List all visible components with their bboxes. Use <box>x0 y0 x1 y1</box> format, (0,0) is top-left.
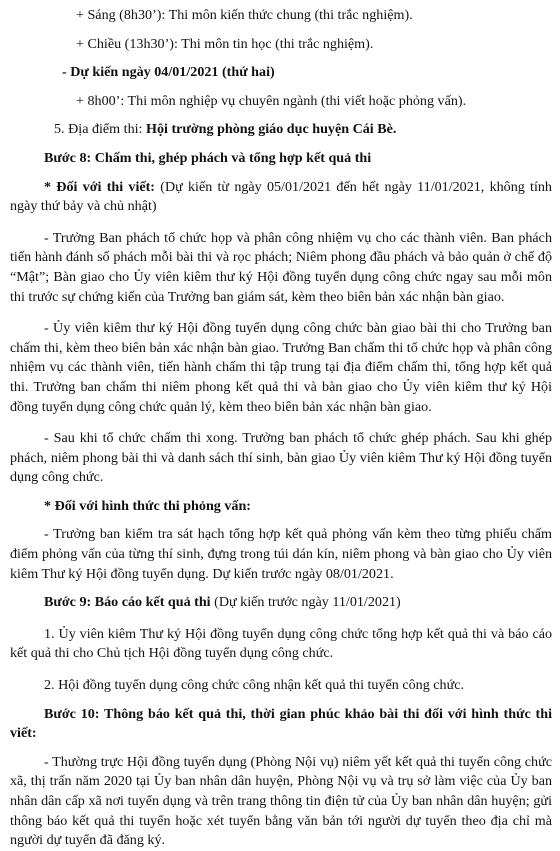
location-value: Hội trường phòng giáo dục huyện Cái Bè. <box>146 121 397 138</box>
line-morning-exam: + Sáng (8h30’): Thi môn kiến thức chung (thi trắc nghiệm). <box>76 7 413 23</box>
interview-title: * Đối với hình thức thi phỏng vấn: <box>44 497 251 514</box>
expected-date-bold: - Dự kiến ngày 04/01/2021 (thứ hai) <box>62 64 275 81</box>
step10-heading <box>10 705 552 744</box>
line-expected-date <box>10 63 552 83</box>
interview-heading <box>10 497 552 517</box>
line-afternoon-exam: + Chiều (13h30’): Thi môn tin học (thi trắc nghiệm). <box>76 35 374 52</box>
step10-title: Bước 10: Thông báo kết quả thi, thời gian phúc khảo bài thi đối với hình thức thi viết: <box>10 705 552 742</box>
paragraph-interview: - Trưởng ban kiểm tra sát hạch tổng hợp kết quả phỏng vấn kèm theo từng phiếu chấm điểm phỏng vấn của từng thí sinh, đựng trong túi dán kín, niêm phong và bàn giao cho Ủy viên kiêm Thư ký Hội đồng tuyển dụng. Dự kiến trước ngày 08/01/2021. <box>10 526 552 582</box>
paragraph-step10: - Thường trực Hội đồng tuyển dụng (Phòng Nội vụ) niêm yết kết quả thi tuyển công chức xã, thị trấn năm 2020 tại Ủy ban nhân dân huyện, Phòng Nội vụ và trụ sở làm việc của Ủy ban nhân dân cấp xã nơi tuyển dụng và trên trang thông tin điện tử của Ủy ban nhân dân huyện; gửi thông báo kết quả thi tuyển hoặc xét tuyển bằng văn bản tới người dự tuyển theo địa chỉ mà người dự tuyển đã đăng ký. <box>10 753 552 849</box>
paragraph-ban-cham-thi: - Ủy viên kiêm thư ký Hội đồng tuyển dụng công chức bàn giao bài thi cho Trưởng ban chấm thi, kèm theo biên bản xác nhận bàn giao. Trưởng Ban chấm thi tổ chức họp và phân công nhiệm vụ các thành viên, tiến hành chấm thi tập trung tại địa điểm chấm thi, tổng hợp kết quả thi. Trưởng ban chấm thi niêm phong kết quả thi và bàn giao cho Ủy viên kiêm thư ký Hội đồng tuyển dụng công chức quản lý, kèm theo biên bản xác nhận bàn giao. <box>10 320 552 415</box>
paragraph-step9-item1: 1. Ủy viên kiêm Thư ký Hội đồng tuyển dụng công chức tổng hợp kết quả thi và báo cáo kết quả thi cho Chủ tịch Hội đồng tuyển dụng công chức. <box>10 625 552 662</box>
written-exam-label: * Đối với thi viết: <box>44 178 155 195</box>
paragraph-step9-item2: 2. Hội đồng tuyển dụng công chức công nhận kết quả thi tuyển công chức. <box>44 677 464 694</box>
step9-heading <box>10 593 552 613</box>
step8-heading <box>10 149 552 169</box>
paragraph-ghep-phach: - Sau khi tổ chức chấm thi xong. Trưởng ban phách tổ chức ghép phách. Sau khi ghép phách, niêm phong bài thi và danh sách thí sinh, bàn giao Ủy viên kiêm Thư ký Hội đồng tuyển dụng công chức. <box>10 430 552 486</box>
step8-title: Bước 8: Chấm thi, ghép phách và tổng hợp kết quả thi <box>44 149 372 166</box>
step9-title: Bước 9: Báo cáo kết quả thi <box>44 594 211 611</box>
line-exam-location <box>10 120 552 140</box>
location-label: 5. Địa điểm thi: <box>54 121 146 138</box>
written-exam-dates: (Dự kiến từ ngày 05/01/2021 đến hết ngày 11/01/2021, không tính ngày thứ bảy và chủ nhật) <box>10 178 552 215</box>
written-exam-note <box>10 178 552 217</box>
line-specialty-exam: + 8h00’: Thi môn nghiệp vụ chuyên ngành (thi viết hoặc phỏng vấn). <box>76 92 467 109</box>
paragraph-ban-phach: - Trưởng Ban phách tổ chức họp và phân công nhiệm vụ cho các thành viên. Ban phách tiến hành đánh số phách mỗi bài thi và rọc phách; Niêm phong đầu phách và bảo quản ở chế độ “Mật”; Bàn giao cho Ủy viên kiêm thư ký Hội đồng tuyển dụng công chức ngay sau mỗi môn thi trước sự chứng kiến của Trưởng ban giám sát, kèm theo biên bản xác nhận bàn giao. <box>10 229 552 305</box>
step9-date: (Dự kiến trước ngày 11/01/2021) <box>210 594 401 611</box>
